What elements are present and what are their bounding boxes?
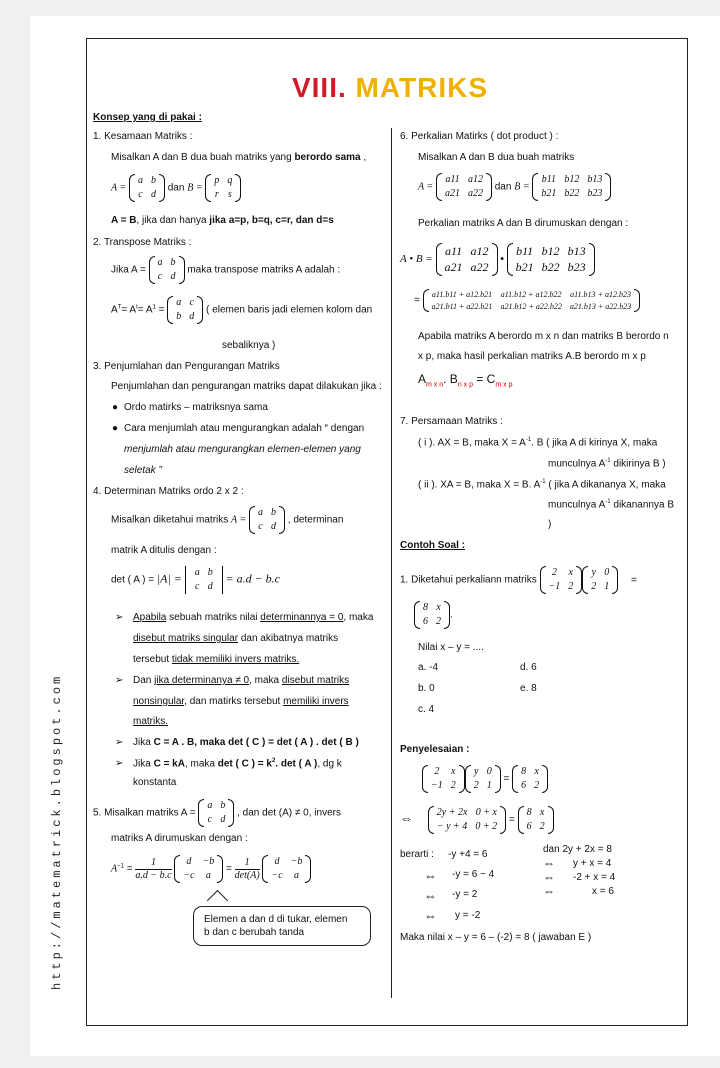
- bullet-icon: ●: [112, 423, 119, 434]
- title-roman: VIII.: [291, 72, 347, 103]
- s1-condition: A = B, jika dan hanya jika a=p, b=q, c=r, dan d=s: [111, 215, 334, 226]
- s7-line5: ): [548, 519, 552, 530]
- s4-point1-cont: disebut matriks singular dan akibatnya matriks: [133, 633, 339, 644]
- page-title: [250, 72, 530, 104]
- calc2-line3: -2 + x = 4: [573, 872, 616, 883]
- arrow-bullet-icon: ➢: [115, 675, 124, 686]
- s3-title: 3. Penjumlahan dan Pengurangan Matriks: [93, 361, 280, 372]
- s1-title: 1. Kesamaan Matriks :: [93, 131, 193, 142]
- arrow-bullet-icon: ➢: [115, 612, 124, 623]
- option-c: c. 4: [418, 704, 435, 715]
- calc2-line4: x = 6: [592, 886, 614, 897]
- s4-point1: Apabila sebuah matriks nilai determinannya = 0, maka: [133, 612, 374, 623]
- title-word: MATRIKS: [355, 72, 489, 103]
- iff-icon: ⇔: [543, 870, 555, 884]
- arrow-bullet-icon: ➢: [115, 737, 124, 748]
- s7-line4: munculnya $A^{-1}$ dikanannya B: [548, 499, 674, 511]
- s1-intro: Misalkan A dan B dua buah matriks yang berordo sama ,: [111, 152, 367, 163]
- arrow-bullet-icon: ➢: [115, 758, 124, 769]
- s2-note-cont: sebaliknya ): [222, 340, 276, 351]
- s2-transpose: $A^T= A^t= A^1$ = a c b d ( elemen baris jadi elemen kolom dan: [111, 297, 373, 322]
- s3-bullet1: Ordo matirks – matriksnya sama: [124, 402, 268, 413]
- s4-line1: Misalkan diketahui matriks A = a b c d , determinan: [111, 507, 344, 532]
- callout-note: Elemen a dan d di tukar, elemen b dan c berubah tanda: [193, 906, 371, 946]
- calc2-line2: y + x = 4: [573, 858, 612, 869]
- s5-title: 5. Misalkan matriks A = a b c d , dan det (A) ≠ 0, invers: [93, 800, 341, 825]
- s6-equation: A = a11 a12 a21 a22 dan B = b11 b12 b13 b21 b22 b23: [418, 173, 611, 201]
- side-url: http://matematrick.blogspot.com: [50, 673, 64, 990]
- solution-step2: ⇔ 2y + 2x 0 + x − y + 4 0 + 2 = 8 x 6 2: [400, 806, 554, 834]
- iff-icon: ⇔: [543, 884, 555, 898]
- s1-equation: A = a b c d dan B = p q r s: [111, 174, 241, 202]
- s4-point4: Jika C = kA, maka det ( C ) = $k^2$. det ( A ), dg k: [133, 758, 342, 770]
- s4-point4-cont: konstanta: [133, 777, 177, 788]
- option-d: d. 6: [520, 662, 537, 673]
- s4-det: det ( A ) = |A| = a b c d = a.d − b.c: [111, 567, 280, 592]
- s3-bullet2-cont2: seletak ”: [124, 465, 162, 476]
- column-divider: [391, 128, 392, 998]
- s7-line3: ( ii ). XA = B, maka X = B. $A^{-1}$ ( jika A dikananya X, maka: [418, 479, 666, 491]
- example-ask: Nilai x – y = ....: [418, 642, 484, 653]
- s6-ordo: $A_{m x n}$. $B_{n x p} = C_{m x p}$: [418, 372, 513, 389]
- solution-step1: 2 x −1 2 y 0 2 1 = 8 x 6 2: [422, 765, 548, 793]
- s4-point2: Dan jika determinanya ≠ 0, maka disebut matriks: [133, 675, 350, 686]
- s4-point1-cont2: tersebut tidak memiliki invers matriks.: [133, 654, 300, 665]
- s6-product: A • B = a11 a12 a21 a22 • b11 b12 b13 b21 b22 b23: [400, 243, 595, 276]
- final-answer: Maka nilai x – y = 6 – (-2) = 8 ( jawaban E ): [400, 932, 592, 943]
- calc1-line2: -y = 6 − 4: [452, 869, 495, 880]
- s3-line1: Penjumlahan dan pengurangan matriks dapat dilakukan jika :: [111, 381, 382, 392]
- s7-line1: ( i ). AX = B, maka $X = A^{-1}$. B ( jika A di kirinya X, maka: [418, 437, 658, 449]
- s6-line2: Perkalian matriks A dan B dirumuskan dengan :: [418, 218, 629, 229]
- s4-point3: Jika C = A . B, maka det ( C ) = det ( A ) . det ( B ): [133, 737, 359, 748]
- example-result-matrix: 8 x 6 2 .: [414, 601, 453, 629]
- s6-line4: x p, maka hasil perkalian matriks A.B berordo m x p: [418, 351, 646, 362]
- berarti-label: berarti :: [400, 849, 434, 860]
- calc1-line3: -y = 2: [452, 889, 478, 900]
- example-question: 1. Diketahui perkaliann matriks 2 x −1 2 y 0 2 1 =: [400, 567, 637, 592]
- option-e: e. 8: [520, 683, 537, 694]
- s4-point2-cont: nonsingular, dan matirks tersebut memiliki invers: [133, 696, 349, 707]
- calc1-line1: -y +4 = 6: [448, 849, 488, 860]
- s3-bullet2: Cara menjumlah atau mengurangkan adalah “ dengan: [124, 423, 365, 434]
- option-a: a. -4: [418, 662, 439, 673]
- s6-line3: Apabila matriks A berordo m x n dan matriks B berordo n: [418, 331, 669, 342]
- s6-title: 6. Perkalian Matirks ( dot product ) :: [400, 131, 559, 142]
- bullet-icon: ●: [112, 402, 119, 413]
- s5-line2: matriks A dirumuskan dengan :: [111, 833, 248, 844]
- concept-heading: Konsep yang di pakai :: [93, 112, 202, 123]
- s3-bullet2-cont: menjumlah atau mengurangkan elemen-elemen yang: [124, 444, 361, 455]
- s7-line2: munculnya $A^{-1}$ dikirinya B ): [548, 458, 666, 470]
- iff-icon: ⇔: [424, 868, 437, 883]
- s6-line1: Misalkan A dan B dua buah matriks: [418, 152, 575, 163]
- iff-icon: ⇔: [424, 908, 437, 923]
- calc2-line1: dan 2y + 2x = 8: [543, 844, 612, 855]
- calc1-line4: y = -2: [455, 910, 481, 921]
- s7-title: 7. Persamaan Matriks :: [400, 416, 503, 427]
- iff-icon: ⇔: [424, 888, 437, 903]
- s2-title: 2. Transpose Matriks :: [93, 237, 192, 248]
- s2-line1: Jika A = a b c d maka transpose matriks A adalah :: [111, 257, 341, 282]
- option-b: b. 0: [418, 683, 435, 694]
- matrix-a: a b c d: [129, 174, 165, 202]
- matrix-b: p q r s: [205, 174, 241, 202]
- s4-line2: matrik A ditulis dengan :: [111, 545, 217, 556]
- example-heading: Contoh Soal :: [400, 540, 465, 551]
- solution-heading: Penyelesaian :: [400, 744, 470, 755]
- iff-icon: ⇔: [543, 856, 555, 870]
- s4-title: 4. Determinan Matriks ordo 2 x 2 :: [93, 486, 244, 497]
- s6-result: = a11.b11 + a12.b21 a11.b12 + a12.b22 a11.b13 + a12.b23 a21.b11 + a22.b21 a21.b12 + a22.b22 a21.b13 + a22.b23: [414, 289, 640, 312]
- s5-inverse: $A^{-1}$ = $\frac{1}{a.d - b.c}$ d −b −c a = 1 det(A) d −b −c a: [111, 855, 311, 883]
- s4-point2-cont2: matriks.: [133, 716, 168, 727]
